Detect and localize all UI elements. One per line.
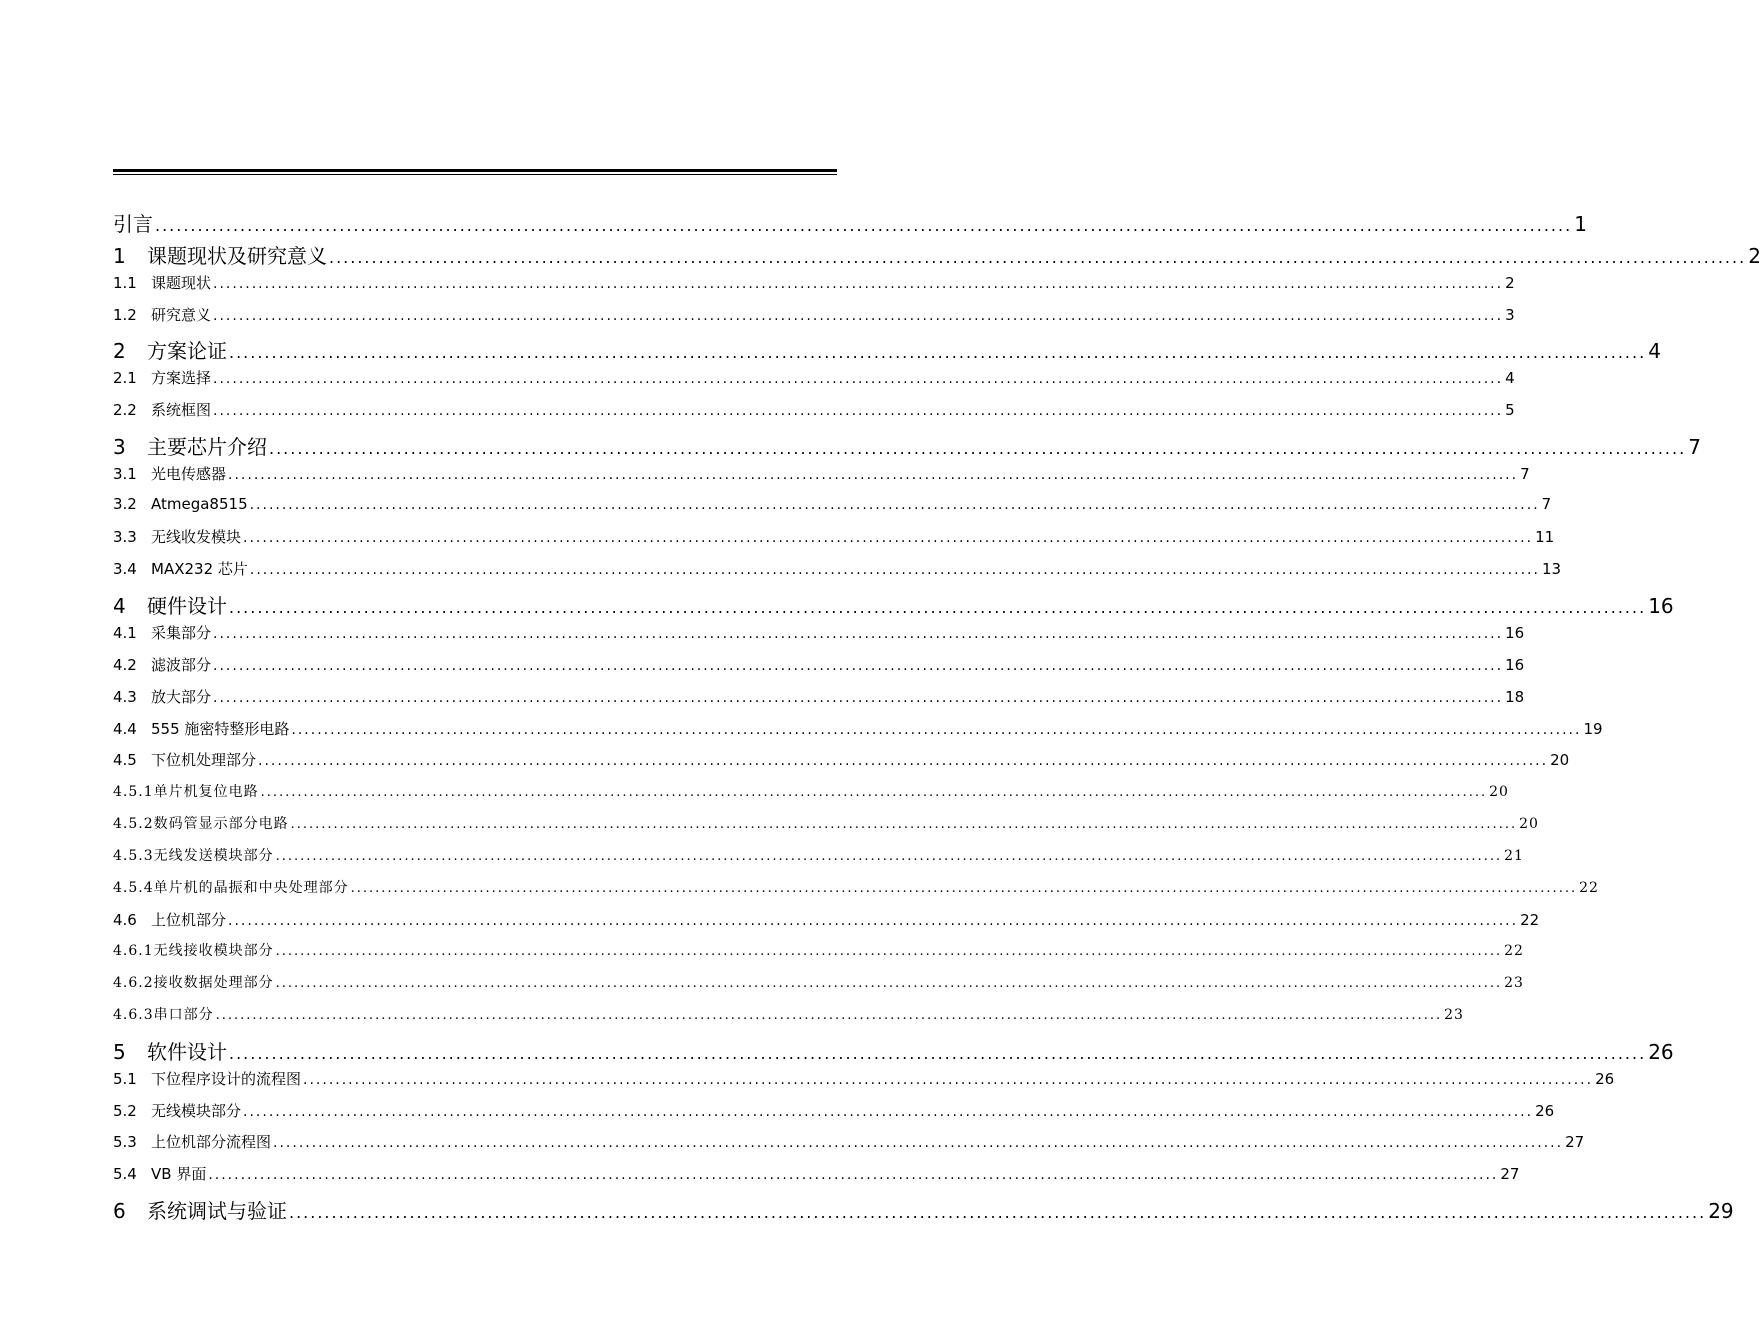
toc-entry-title: [113, 972, 274, 992]
toc-dot-leader: ........................................................................................................................................................................................................: [213, 307, 1504, 324]
toc-entry-text: 系统调试与验证: [147, 1199, 287, 1224]
toc-entry-title: [113, 1100, 241, 1121]
toc-entry[interactable]: [113, 940, 1524, 972]
toc-entry-text: 上位机部分: [151, 910, 227, 929]
toc-dot-leader: ........................................................................................................................................................................................................: [249, 562, 1540, 579]
toc-entry-text: 放大部分: [151, 687, 212, 706]
toc-entry-text: 下位程序设计的流程图: [151, 1069, 302, 1088]
toc-entry-number: 4.6.3: [113, 1007, 154, 1024]
toc-entry[interactable]: [113, 240, 1761, 272]
toc-entry-number: 4.1: [113, 623, 137, 642]
toc-dot-leader: ........................................................................................................................................................................................................: [260, 785, 1488, 801]
toc-entry-number: 5.4: [113, 1165, 137, 1184]
toc-page-number: 27: [1500, 1165, 1520, 1184]
toc-entry-number: 4.5.1: [113, 784, 154, 801]
toc-entry[interactable]: [113, 431, 1701, 463]
toc-entry[interactable]: [113, 877, 1599, 909]
toc-dot-leader: ........................................................................................................................................................................................................: [208, 1167, 1499, 1184]
toc-entry-title: [113, 399, 211, 420]
toc-entry-title: [113, 654, 211, 675]
toc-entry-number: 3.4: [113, 560, 137, 579]
toc-entry[interactable]: [113, 686, 1525, 718]
toc-entry-title: [113, 526, 241, 547]
toc-entry-text: Atmega8515: [151, 494, 248, 513]
toc-entry-text: 方案选择: [151, 369, 212, 388]
toc-entry-title: [113, 1163, 206, 1184]
toc-entry-text: 无线接收模块部分: [153, 943, 274, 960]
toc-entry-number: 5.2: [113, 1101, 137, 1120]
toc-entry-title: [113, 1131, 271, 1152]
toc-page-number: 7: [1541, 494, 1552, 513]
toc-entry[interactable]: [113, 622, 1525, 654]
toc-dot-leader: ........................................................................................................................................................................................................: [243, 1103, 1534, 1120]
toc-entry[interactable]: [113, 1004, 1464, 1036]
toc-page-number: 7: [1688, 434, 1701, 459]
toc-dot-leader: ........................................................................................................................................................................................................: [155, 216, 1573, 235]
toc-dot-leader: ........................................................................................................................................................................................................: [275, 848, 1503, 864]
toc-entry-number: 3.2: [113, 494, 137, 513]
toc-entry-text: 课题现状及研究意义: [147, 243, 327, 268]
toc-dot-leader: ........................................................................................................................................................................................................: [350, 880, 1578, 896]
toc-entry-text: 上位机部分流程图: [151, 1133, 272, 1152]
toc-entry-title: [113, 781, 259, 801]
toc-page-number: 29: [1708, 1199, 1734, 1224]
toc-dot-leader: ........................................................................................................................................................................................................: [275, 944, 1503, 960]
toc-entry[interactable]: [113, 718, 1603, 750]
toc-entry-title: [113, 749, 256, 770]
toc-page-number: 16: [1648, 594, 1674, 619]
toc-entry-number: 6: [113, 1199, 126, 1224]
toc-page-number: 13: [1541, 560, 1562, 579]
toc-entry-title: [113, 845, 274, 865]
toc-entry-number: 4.3: [113, 687, 137, 706]
toc-entry-text: 研究意义: [151, 305, 212, 324]
toc-entry-title: [113, 495, 248, 513]
toc-entry-number: 1: [113, 243, 126, 268]
toc-entry-title: [113, 813, 289, 833]
toc-entry-text: 无线发送模块部分: [153, 847, 274, 864]
toc-dot-leader: ........................................................................................................................................................................................................: [269, 438, 1687, 458]
toc-entry-number: 4.5.3: [113, 847, 154, 864]
toc-entry-number: 4.6: [113, 910, 137, 929]
toc-entry[interactable]: [113, 208, 1587, 240]
table-of-contents: [113, 208, 1761, 1227]
toc-entry-title: [113, 686, 211, 707]
toc-entry-text: 光电传感器: [151, 464, 227, 483]
toc-entry-text: 方案论证: [147, 339, 227, 364]
toc-entry-title: [113, 877, 349, 897]
header-rule-thick: [113, 169, 837, 172]
toc-entry-title: [113, 909, 226, 930]
toc-page-number: 20: [1519, 816, 1539, 833]
toc-page-number: 2: [1748, 243, 1761, 268]
toc-page-number: 7: [1520, 464, 1530, 483]
header-rule-thin: [113, 174, 837, 175]
toc-dot-leader: ........................................................................................................................................................................................................: [249, 496, 1540, 513]
toc-entry-number: 4.4: [113, 719, 137, 738]
toc-page-number: 27: [1565, 1133, 1585, 1152]
toc-entry-title: [113, 558, 248, 579]
toc-entry-text: 接收数据处理部分: [153, 975, 274, 992]
toc-entry-title: [113, 304, 211, 325]
toc-page-number: 22: [1504, 943, 1524, 960]
toc-entry-title: [113, 335, 227, 364]
toc-dot-leader: ........................................................................................................................................................................................................: [273, 1135, 1564, 1152]
toc-dot-leader: ........................................................................................................................................................................................................: [213, 403, 1504, 420]
toc-page-number: 26: [1595, 1069, 1615, 1088]
toc-entry-number: 4: [113, 594, 126, 619]
toc-entry-number: 1.1: [113, 273, 137, 292]
toc-entry-title: [113, 622, 211, 643]
toc-entry[interactable]: [113, 367, 1515, 399]
toc-entry-number: 4.5.2: [113, 816, 154, 833]
toc-entry-text: 采集部分: [151, 623, 212, 642]
toc-dot-leader: ........................................................................................................................................................................................................: [303, 1071, 1594, 1088]
toc-dot-leader: ........................................................................................................................................................................................................: [229, 343, 1647, 363]
toc-entry[interactable]: [113, 972, 1524, 1004]
toc-page-number: 22: [1579, 879, 1599, 896]
toc-entry-text: 下位机处理部分: [151, 751, 257, 770]
toc-entry-title: [113, 940, 274, 960]
toc-page-number: 19: [1583, 719, 1603, 738]
toc-entry[interactable]: [113, 558, 1562, 590]
toc-entry-text: 系统框图: [151, 401, 212, 420]
toc-entry-number: 4.2: [113, 655, 137, 674]
toc-dot-leader: ........................................................................................................................................................................................................: [228, 466, 1519, 483]
toc-entry-title: [113, 590, 227, 619]
toc-entry-title: [113, 1004, 214, 1024]
toc-entry-title: [113, 718, 289, 739]
toc-dot-leader: ........................................................................................................................................................................................................: [291, 721, 1582, 738]
toc-entry-title: [113, 431, 267, 460]
toc-entry-number: 2: [113, 339, 126, 364]
toc-dot-leader: ........................................................................................................................................................................................................: [289, 1203, 1707, 1223]
toc-entry[interactable]: [113, 463, 1530, 495]
toc-dot-leader: ........................................................................................................................................................................................................: [213, 625, 1504, 642]
toc-entry[interactable]: [113, 1100, 1555, 1132]
toc-entry-title: [113, 367, 211, 388]
toc-entry-number: 4.6.1: [113, 943, 154, 960]
toc-entry-title: [113, 272, 211, 293]
toc-page-number: 5: [1505, 401, 1515, 420]
toc-entry-number: 4.6.2: [113, 975, 154, 992]
toc-entry-number: 3.3: [113, 528, 137, 547]
toc-entry-title: [113, 240, 327, 269]
toc-page-number: 23: [1504, 975, 1524, 992]
toc-entry[interactable]: [113, 781, 1509, 813]
toc-dot-leader: ........................................................................................................................................................................................................: [329, 247, 1747, 267]
toc-entry-title: [113, 1036, 227, 1065]
toc-page-number: 22: [1520, 910, 1540, 929]
toc-dot-leader: ........................................................................................................................................................................................................: [229, 1043, 1647, 1063]
toc-page-number: 4: [1648, 339, 1661, 364]
toc-entry-text: 硬件设计: [147, 594, 227, 619]
toc-entry-number: 1.2: [113, 305, 137, 324]
toc-entry-number: 4.5.4: [113, 879, 154, 896]
toc-entry[interactable]: [113, 1163, 1520, 1195]
toc-entry[interactable]: [113, 1068, 1615, 1100]
toc-entry[interactable]: [113, 909, 1540, 941]
toc-entry[interactable]: [113, 399, 1515, 431]
toc-entry-number: 2.2: [113, 401, 137, 420]
toc-entry-text: 单片机的晶振和中央处理部分: [153, 879, 349, 896]
toc-page-number: 26: [1648, 1039, 1674, 1064]
toc-entry-text: VB 界面: [151, 1165, 207, 1184]
toc-entry[interactable]: [113, 749, 1570, 781]
toc-page-number: 20: [1550, 751, 1570, 770]
toc-dot-leader: ........................................................................................................................................................................................................: [290, 817, 1518, 833]
toc-entry-number: 3: [113, 434, 126, 459]
toc-entry-number: 5.3: [113, 1133, 137, 1152]
toc-entry-text: 主要芯片介绍: [147, 434, 267, 459]
toc-entry-number: 3.1: [113, 464, 137, 483]
toc-dot-leader: ........................................................................................................................................................................................................: [258, 753, 1549, 770]
toc-page-number: 20: [1489, 784, 1509, 801]
toc-entry-title: [113, 463, 226, 484]
toc-entry-number: 5.1: [113, 1069, 137, 1088]
toc-entry-text: MAX232 芯片: [151, 560, 248, 579]
toc-dot-leader: ........................................................................................................................................................................................................: [213, 657, 1504, 674]
toc-entry[interactable]: [113, 335, 1661, 367]
toc-dot-leader: ........................................................................................................................................................................................................: [228, 912, 1519, 929]
toc-page-number: 23: [1444, 1007, 1464, 1024]
toc-entry[interactable]: [113, 845, 1524, 877]
toc-entry[interactable]: [113, 1131, 1585, 1163]
toc-entry[interactable]: [113, 494, 1552, 527]
toc-entry-text: 无线模块部分: [151, 1101, 242, 1120]
toc-page-number: 16: [1505, 655, 1525, 674]
toc-entry-text: 无线收发模块: [151, 528, 242, 547]
toc-entry[interactable]: [113, 590, 1674, 622]
toc-entry-text: 课题现状: [151, 273, 212, 292]
toc-page-number: 26: [1535, 1101, 1555, 1120]
toc-dot-leader: ........................................................................................................................................................................................................: [213, 689, 1504, 706]
toc-dot-leader: ........................................................................................................................................................................................................: [213, 371, 1504, 388]
toc-dot-leader: ........................................................................................................................................................................................................: [215, 1008, 1443, 1024]
toc-entry-text: 滤波部分: [151, 655, 212, 674]
toc-entry-title: [113, 1068, 301, 1089]
toc-entry-number: 2.1: [113, 369, 137, 388]
toc-entry-text: 555 施密特整形电路: [151, 719, 290, 738]
toc-entry-number: 5: [113, 1039, 126, 1064]
toc-entry-text: 单片机复位电路: [153, 784, 259, 801]
toc-page-number: 16: [1505, 623, 1525, 642]
toc-page-number: 11: [1535, 528, 1555, 547]
toc-entry-title: [113, 1195, 287, 1224]
toc-page-number: 3: [1505, 305, 1515, 324]
toc-page-number: 21: [1504, 847, 1524, 864]
toc-page-number: 2: [1505, 273, 1515, 292]
toc-entry[interactable]: [113, 1036, 1674, 1068]
toc-entry[interactable]: [113, 526, 1555, 558]
toc-entry-text: 串口部分: [153, 1007, 214, 1024]
toc-entry[interactable]: [113, 654, 1525, 686]
toc-page-number: 4: [1505, 369, 1515, 388]
toc-entry-text: 数码管显示部分电路: [153, 816, 289, 833]
toc-entry[interactable]: [113, 304, 1515, 336]
toc-entry[interactable]: [113, 1195, 1734, 1227]
toc-dot-leader: ........................................................................................................................................................................................................: [229, 598, 1647, 618]
toc-entry-title: [113, 208, 153, 237]
toc-entry-number: 4.5: [113, 751, 137, 770]
toc-entry[interactable]: [113, 272, 1515, 304]
toc-page-number: 18: [1505, 687, 1525, 706]
toc-dot-leader: ........................................................................................................................................................................................................: [213, 275, 1504, 292]
toc-entry-text: 软件设计: [147, 1039, 227, 1064]
toc-entry[interactable]: [113, 813, 1539, 845]
toc-entry-text: 引言: [113, 212, 153, 236]
toc-dot-leader: ........................................................................................................................................................................................................: [275, 976, 1503, 992]
toc-dot-leader: ........................................................................................................................................................................................................: [243, 530, 1534, 547]
toc-page-number: 1: [1574, 212, 1587, 236]
